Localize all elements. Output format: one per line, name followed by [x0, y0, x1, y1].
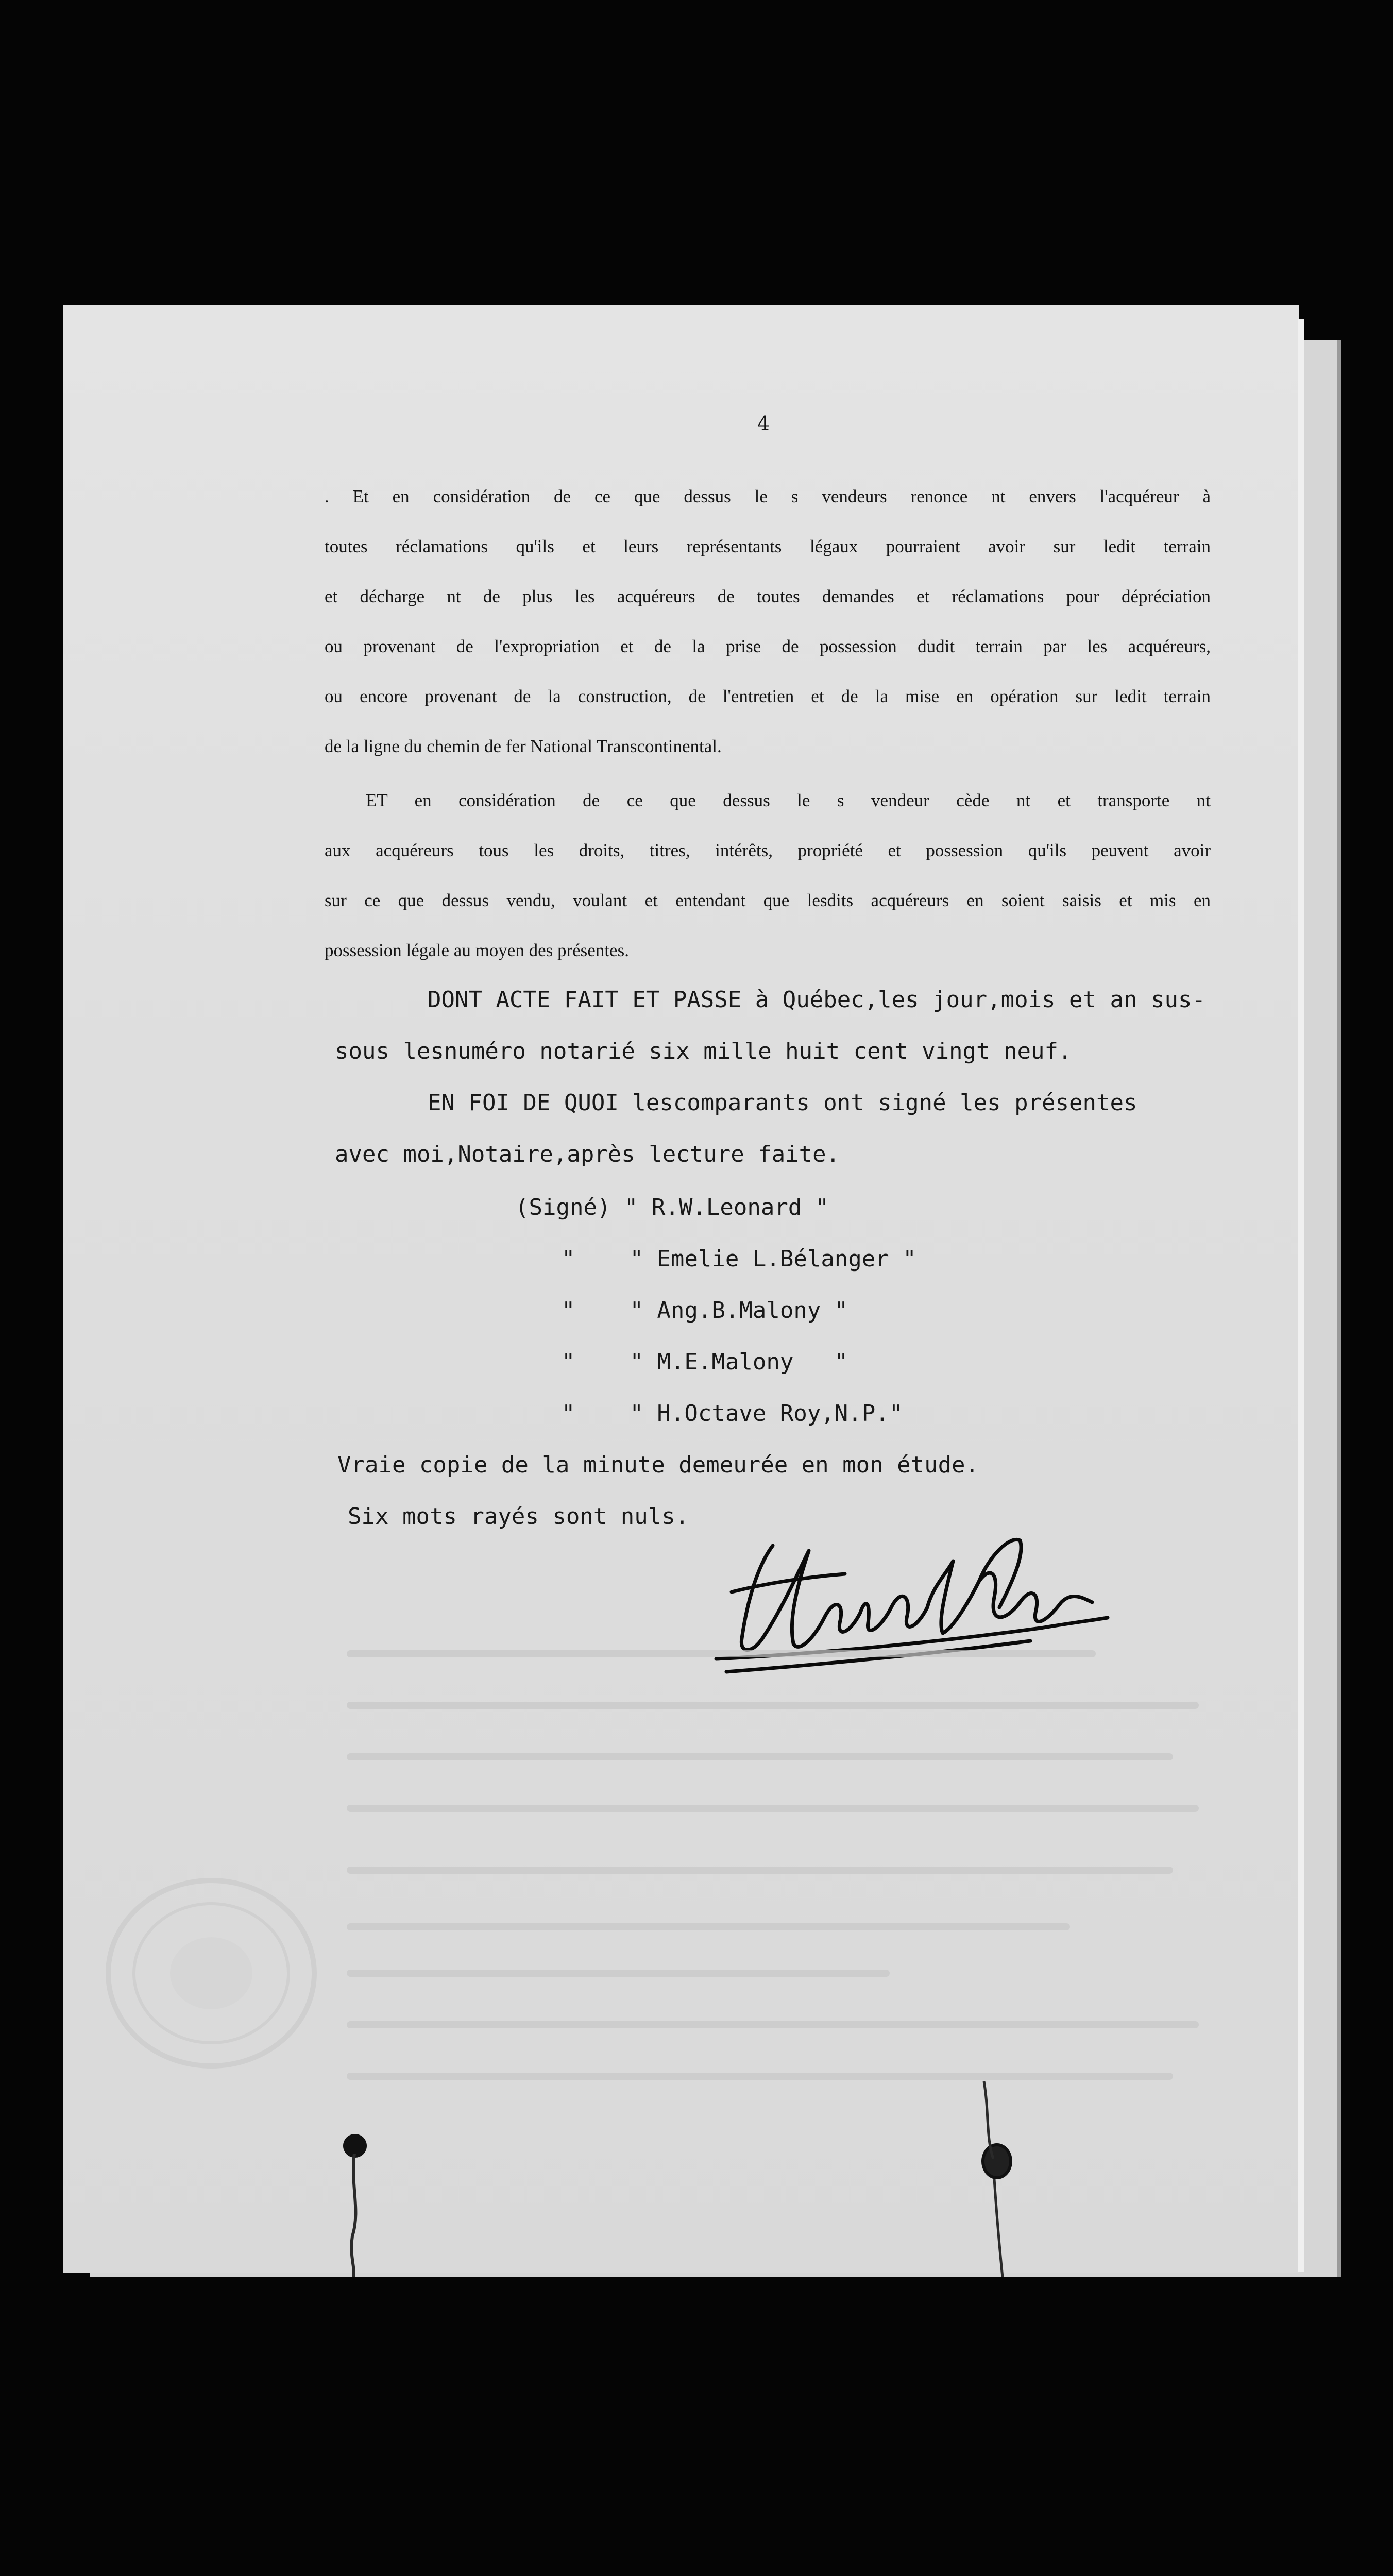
signatory-line: (Signé) " R.W.Leonard "	[515, 1194, 829, 1221]
paragraph-2-line: possession légale au moyen des présentes.	[325, 940, 629, 960]
paragraph-2	[325, 775, 1211, 975]
paragraph-2-line: sur ce que dessus vendu, voulant et entendant que lesdits acquéreurs en soient saisis et mis en	[325, 890, 1211, 910]
page-number: 4	[757, 412, 770, 435]
paragraph-1-line: ou provenant de l'expropriation et de la prise de possession dudit terrain par les acquéreurs,	[325, 636, 1211, 656]
embossed-seal	[103, 1875, 319, 2071]
page-edge	[1298, 319, 1304, 2272]
paper-tear	[340, 2154, 371, 2277]
typed-line: avec moi,Notaire,après lecture faite.	[335, 1141, 840, 1167]
paragraph-1-line: de la ligne du chemin de fer National Transcontinental.	[325, 736, 722, 756]
paragraph-1-line: . Et en considération de ce que dessus le s vendeurs renonce nt envers l'acquéreur à	[325, 486, 1211, 506]
paragraph-1-line: ou encore provenant de la construction, de l'entretien et de la mise en opération sur ledit terrain	[325, 686, 1211, 706]
closing-line: Vraie copie de la minute demeurée en mon étude.	[337, 1452, 979, 1478]
bleed-through-text	[319, 1633, 1226, 2097]
typed-line: sous lesnuméro notarié six mille huit cent vingt neuf.	[335, 1038, 1072, 1064]
paragraph-2-line: aux acquéreurs tous les droits, titres, intérêts, propriété et possession qu'ils peuvent avoir	[325, 840, 1211, 860]
typed-line: EN FOI DE QUOI lescomparants ont signé les présentes	[428, 1090, 1137, 1116]
signatory-line: " " Emelie L.Bélanger "	[562, 1246, 916, 1272]
paragraph-1-line: toutes réclamations qu'ils et leurs représentants légaux pourraient avoir sur ledit terrain	[325, 536, 1211, 556]
typed-line: DONT ACTE FAIT ET PASSE à Québec,les jour,mois et an sus-	[428, 987, 1205, 1013]
closing-line: Six mots rayés sont nuls.	[348, 1503, 689, 1530]
paragraph-2-line: ET en considération de ce que dessus le s vendeur cède nt et transporte nt	[366, 790, 1211, 810]
signatory-line: " " M.E.Malony "	[562, 1349, 848, 1375]
paragraph-1	[325, 471, 1211, 771]
signatory-line: " " H.Octave Roy,N.P."	[562, 1400, 903, 1427]
paper-tear	[974, 2081, 1010, 2277]
paragraph-1-line: et décharge nt de plus les acquéreurs de toutes demandes et réclamations pour dépréciation	[325, 586, 1211, 606]
signatory-line: " " Ang.B.Malony "	[562, 1297, 848, 1324]
